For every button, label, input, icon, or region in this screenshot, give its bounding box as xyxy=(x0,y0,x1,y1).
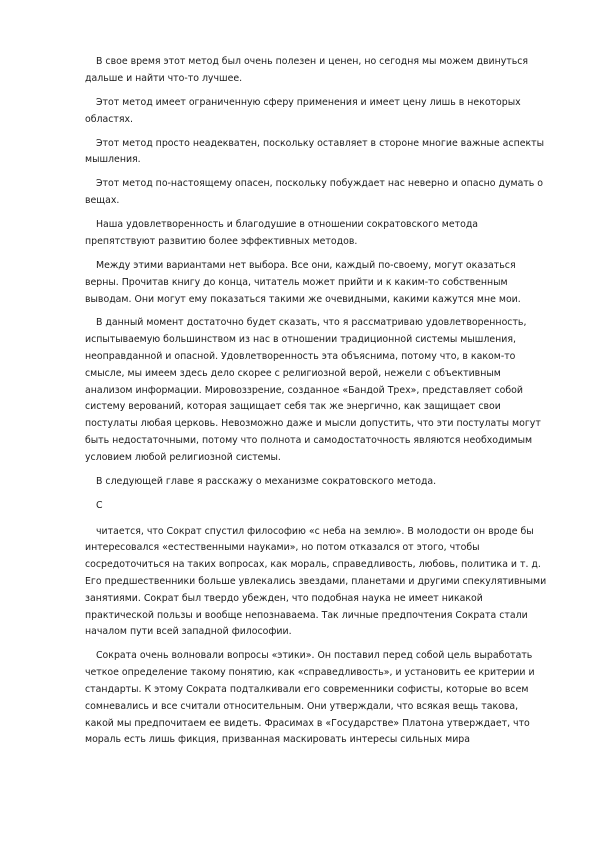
chapter-initial-letter: С xyxy=(96,499,103,511)
paragraph: Наша удовлетворенность и благодушие в отношении сократовского метода препятствуют развитию более эффективных методов. xyxy=(85,219,479,247)
paragraph: Между этими вариантами нет выбора. Все они, каждый по-своему, могут оказаться верны. Прочитав книгу до конца, читатель может прийти и к каким-то собственным выводам. Они могут ему показаться такими же очевидными, какими кажутся мне мои. xyxy=(85,259,521,305)
paragraph: Этот метод имеет ограниченную сферу применения и имеет цену лишь в некоторых областях. xyxy=(85,96,521,125)
paragraph: В данный момент достаточно будет сказать, что я рассматриваю удовлетворенность, испытываемую большинством из нас в отношении традиционной системы мышления, неоправданной и опасной. Удовлетворенность эта объяснима, потому что, в каком-то смысле, мы имеем здесь дело скорее с религиозной верой, нежели с объективным анализом информации. Мировоззрение, созданное «Бандой Трех», представляет собой систему верований, которая защищает себя так же энергично, как защищает свои постулаты любая церковь. Невозможно даже и мысли допустить, что эти постулаты могут быть недостаточными, потому что полнота и самодостаточность являются необходимым условием любой религиозной системы. xyxy=(85,317,541,463)
paragraph: В следующей главе я расскажу о механизме сократовского метода. xyxy=(96,475,437,487)
paragraph: Сократа очень волновали вопросы «этики». Он поставил перед собой цель выработать четкое определение такому понятию, как «справедливость», и установить ее критерии и стандарты. К этому Сократа подталкивали его современники софисты, которые во всем сомневались и все считали относительным. Они утверждали, что всякая вещь такова, какой мы предпочитаем ее видеть. Фрасимах в «Государстве» Платона утверждает, что мораль есть лишь фикция, призванная маскировать интересы сильных мира xyxy=(85,650,535,746)
paragraph: В свое время этот метод был очень полезен и ценен, но сегодня мы можем двинуться дальше и найти что-то лучшее. xyxy=(85,56,529,84)
paragraph: читается, что Сократ спустил философию «с неба на землю». В молодости он вроде бы интересовался «естественными науками», но потом отказался от этого, чтобы сосредоточиться на таких вопросах, как мораль, справедливость, любовь, политика и т. д. Его предшественники больше увлекались звездами, планетами и другими спекулятивными занятиями. Сократ был твердо убежден, что подобная наука не имеет никакой практической пользы и вообще непознаваема. Так личные предпочтения Сократа стали началом пути всей западной философии. xyxy=(85,525,547,638)
paragraph: Этот метод просто неадекватен, поскольку оставляет в стороне многие важные аспекты мышления. xyxy=(85,137,545,166)
document-body xyxy=(85,54,549,756)
paragraph: Этот метод по-настоящему опасен, поскольку побуждает нас неверно и опасно думать о вещах. xyxy=(85,178,544,207)
